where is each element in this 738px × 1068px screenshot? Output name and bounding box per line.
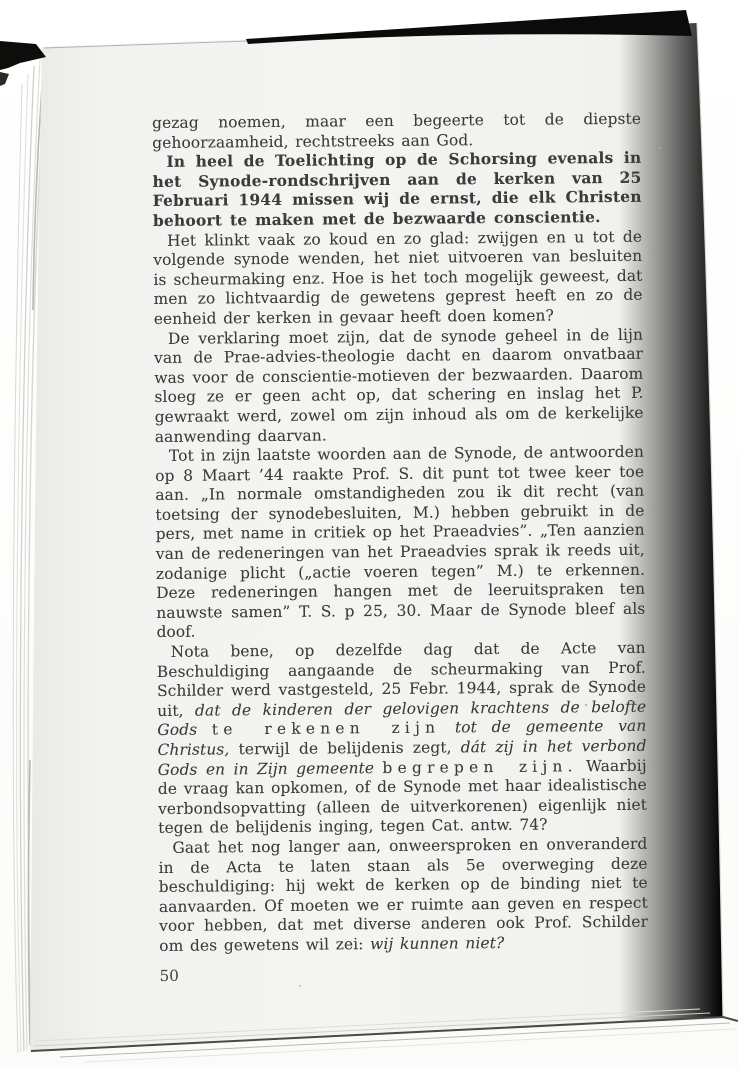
- text-segment-normal: Waarbij de vraag kan opkomen, of de Synode met haar idealistische verbondsopvatting (alleen de uitverkorenen) eigenlijk niet tegen de belijdenis inging, tegen Cat. antw. 74?: [157, 756, 648, 838]
- text-segment-normal: [374, 759, 383, 777]
- text-segment-normal: Nota bene, op dezelfde dag dat de Acte van Beschuldiging aangaande de scheurmaking van Prof. Schilder werd vastgesteld, 25 Febr. 1944, sprak de Synode uit,: [156, 638, 647, 720]
- paragraph: [152, 149, 642, 232]
- text-segment-normal: terwijl de belijdenis zegt,: [229, 738, 461, 759]
- text-segment-normal: Gaat het nog langer aan, onweersproken en onveranderd in de Acta te laten staan als 5e overweging deze beschuldiging: hij wekt de kerken op de binding niet te aanvaarden. Of moeten we er ruimte aan geven en respect voor hebben, dat met diverse anderen ook Prof. Schilder om des gewetens wil zei:: [158, 834, 649, 955]
- paragraphs: [152, 110, 648, 957]
- paragraph: [158, 835, 648, 957]
- text-segment-italic: tot de gemeente van Christus,: [157, 717, 647, 759]
- text-segment-normal: In heel de Toelichting op de Schorsing evenals in het Synode-rondschrijven aan de kerken van 25 Februari 1944 missen wij de ernst, die elk Christen behoort te maken met de bezwaarde conscientie.: [152, 148, 642, 230]
- text-segment-normal: Het klinkt vaak zo koud en zo glad: zwijgen en u tot de volgende synode wenden, het niet uitvoeren van besluiten is scheurmaking enz. Hoe is het toch mogelijk geweest, dat men zo lichtvaardig de gewetens geprest heeft en zo de eenheid der kerken in gevaar heeft doen komen?: [153, 227, 643, 328]
- text-segment-normal: [197, 721, 212, 739]
- text-segment-italic: dat de kinderen der gelovigen krachtens de belofte Gods: [157, 697, 647, 740]
- text-block: [152, 110, 649, 985]
- text-segment-spaced: begrepen zijn.: [382, 756, 578, 777]
- page-number: 50: [159, 966, 179, 985]
- paragraph: [157, 639, 648, 839]
- text-segment-italic: wij kunnen niet?: [370, 933, 505, 954]
- text-segment-normal: gezag noemen, maar een begeerte tot de diepste gehoorzaamheid, rechtstreeks aan God.: [152, 109, 642, 152]
- paragraph: [155, 443, 646, 643]
- text-segment-spaced: te rekenen zijn: [211, 718, 441, 739]
- text-segment-italic: dát zij in het verbond Gods en in Zijn gemeente: [157, 736, 647, 779]
- paragraph: [154, 325, 644, 447]
- text-segment-normal: De verklaring moet zijn, dat de synode geheel in de lijn van de Prae-advies-theologie dacht en daarom onvatbaar was voor de conscientie-motieven der bezwaarden. Daarom sloeg ze er geen acht op, dat schering en inslag het P. gewraakt werd, zowel om zijn inhoud als om de kerkelijke aanwending daarvan.: [154, 325, 644, 446]
- paragraph: [152, 110, 641, 153]
- text-segment-normal: [440, 719, 455, 737]
- paragraph: [153, 227, 643, 329]
- text-segment-normal: Tot in zijn laatste woorden aan de Synode, de antwoorden op 8 Maart ’44 raakte Prof. S. dit punt tot twee keer toe aan. „In normale omstandigheden zou ik dit recht (van toetsing der synodebesluiten, M.) hebben gebruikt in de pers, met name in critiek op het Praeadvies”. „Ten aanzien van de redeneringen van het Praeadvies sprak ik reeds uit, zodanige plicht („actie voeren tegen” M.) te erkennen. Deze redeneringen hangen met de leeruitspraken ten nauwste samen” T. S. p 25, 30. Maar de Synode bleef als doof.: [155, 442, 646, 642]
